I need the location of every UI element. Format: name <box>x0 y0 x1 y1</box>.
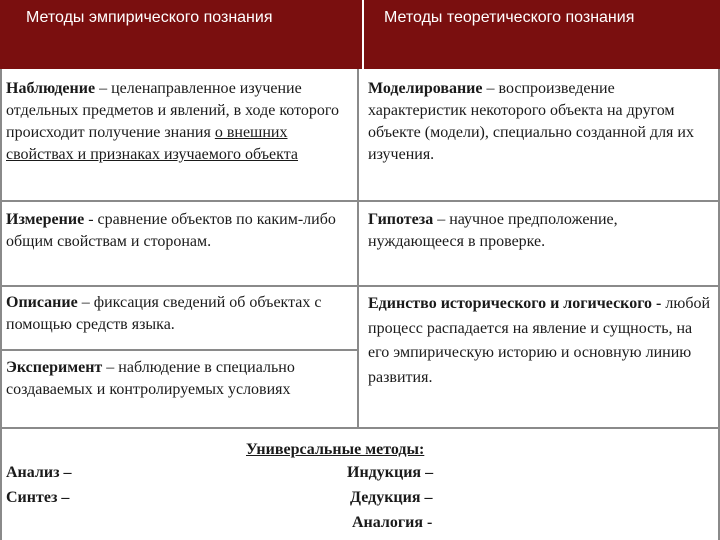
header-empirical-label: Методы эмпирического познания <box>26 9 273 26</box>
cell-observation <box>6 78 354 166</box>
cell-experiment <box>6 357 336 401</box>
def-observation-underlined: о внешних свойствах и признаках изучаемого объекта <box>6 124 299 163</box>
row-divider-4 <box>0 427 720 429</box>
left-border <box>0 69 2 540</box>
term-description: Описание <box>6 294 78 311</box>
header-theoretical-label: Методы теоретического познания <box>384 9 635 26</box>
header-divider <box>362 0 364 69</box>
def-hypothesis: – научное предположение, нуждающееся в проверке. <box>368 211 618 250</box>
def-unity: любой процесс распадается на явление и сущность, на его эмпирическую историю и основную линию развития. <box>368 295 711 386</box>
cell-hypothesis <box>368 209 712 253</box>
induction-label: Индукция – <box>347 464 434 481</box>
cell-unity <box>368 292 716 390</box>
row-divider-3 <box>0 349 357 351</box>
synthesis-label: Синтез – <box>6 489 70 506</box>
row-divider-1 <box>0 200 720 202</box>
row-divider-2 <box>0 285 720 287</box>
dash: – <box>95 80 112 97</box>
def-measurement: - сравнение объектов по каким-либо общим свойствам и сторонам. <box>6 211 336 250</box>
cell-measurement <box>6 209 351 253</box>
header-empirical <box>0 0 362 69</box>
header-theoretical <box>362 0 720 69</box>
term-observation: Наблюдение <box>6 80 96 97</box>
term-measurement: Измерение <box>6 211 85 228</box>
analogy-label: Аналогия - <box>352 514 433 531</box>
term-modeling: Моделирование <box>368 80 483 97</box>
def-experiment: – наблюдение в специально создаваемых и контролируемых условиях <box>6 359 295 398</box>
def-observation: целенаправленное изучение отдельных предметов и явлений, в ходе которого происходит получение знания <box>6 80 340 141</box>
cell-description <box>6 292 351 336</box>
def-modeling: – воспроизведение характеристик некоторого объекта на другом объекте (модели), специально созданной для их изучения. <box>368 80 694 163</box>
analysis-label: Анализ – <box>6 464 72 481</box>
column-divider <box>357 69 359 428</box>
term-hypothesis: Гипотеза <box>368 211 434 228</box>
def-description: – фиксация сведений об объектах с помощью средств языка. <box>6 294 322 333</box>
term-unity: Единство исторического и логического - <box>368 295 662 312</box>
cell-modeling <box>368 78 712 166</box>
deduction-label: Дедукция – <box>350 489 433 506</box>
universal-methods-title: Универсальные методы: <box>246 441 425 458</box>
term-experiment: Эксперимент <box>6 359 103 376</box>
